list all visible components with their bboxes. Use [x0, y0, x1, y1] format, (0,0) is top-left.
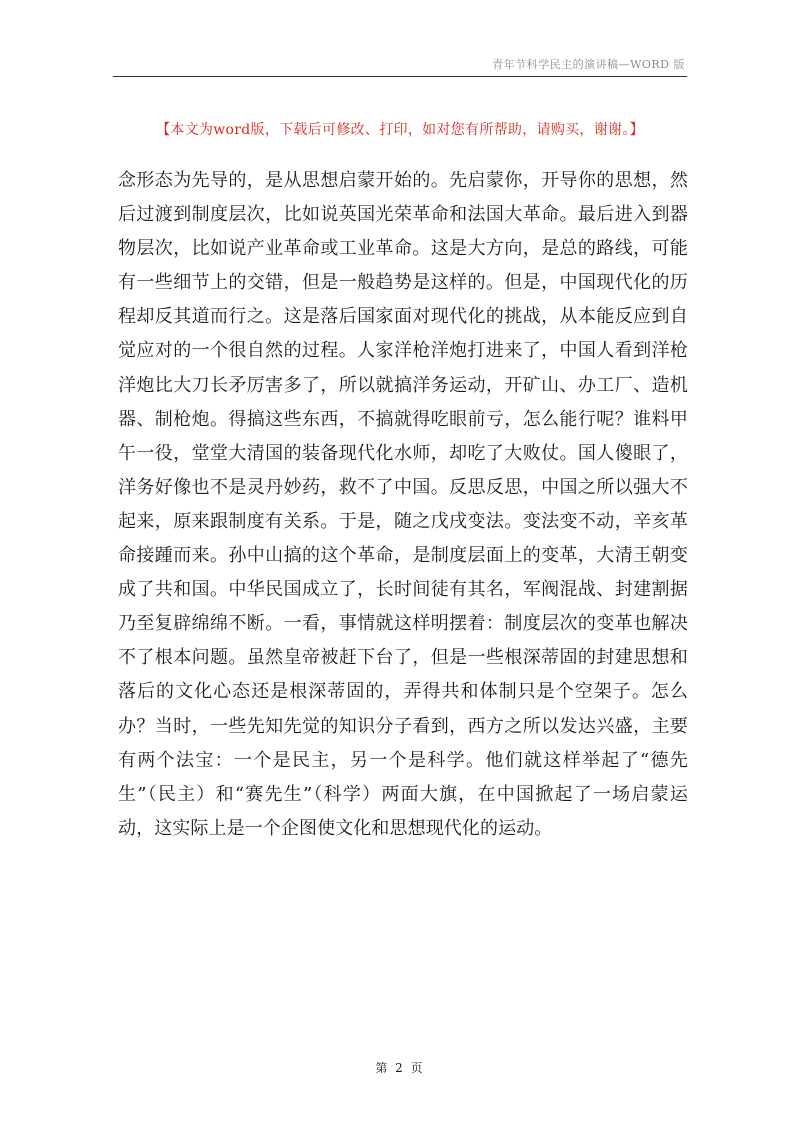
page-number: 第 2 页	[375, 1061, 425, 1075]
purchase-notice: 【本文为word版，下载后可修改、打印，如对您有所帮助，请购买，谢谢。】	[156, 122, 644, 138]
header-divider	[113, 76, 687, 77]
page-header-title: 青年节科学民主的演讲稿—WORD 版	[492, 58, 685, 71]
body-paragraph: 念形态为先导的，是从思想启蒙开始的。先启蒙你，开导你的思想，然后过渡到制度层次，比如说英国光荣革命和法国大革命。最后进入到器物层次，比如说产业革命或工业革命。这是大方向，是总的路线，可能有一些细节上的交错，但是一般趋势是这样的。但是，中国现代化的历程却反其道而行之。这是落后国家面对现代化的挑战，从本能反应到自觉应对的一个很自然的过程。人家洋枪洋炮打进来了，中国人看到洋枪洋炮比大刀长矛厉害多了，所以就搞洋务运动，开矿山、办工厂、造机器、制枪炮。得搞这些东西，不搞就得吃眼前亏，怎么能行呢？谁料甲午一役，堂堂大清国的装备现代化水师，却吃了大败仗。国人傻眼了，洋务好像也不是灵丹妙药，救不了中国。反思反思，中国之所以强大不起来，原来跟制度有关系。于是，随之戊戌变法。变法变不动，辛亥革命接踵而来。孙中山搞的这个革命，是制度层面上的变革，大清王朝变成了共和国。中华民国成立了，长时间徒有其名，军阀混战、封建割据乃至复辟绵绵不断。一看，事情就这样明摆着：制度层次的变革也解决不了根本问题。虽然皇帝被赶下台了，但是一些根深蒂固的封建思想和落后的文化心态还是根深蒂固的，弄得共和体制只是个空架子。怎么办？当时，一些先知先觉的知识分子看到，西方之所以发达兴盛，主要有两个法宝：一个是民主，另一个是科学。他们就这样举起了“德先生”（民主）和“赛先生”（科学）两面大旗，在中国掀起了一场启蒙运动，这实际上是一个企图使文化和思想现代化的运动。	[118, 170, 688, 839]
